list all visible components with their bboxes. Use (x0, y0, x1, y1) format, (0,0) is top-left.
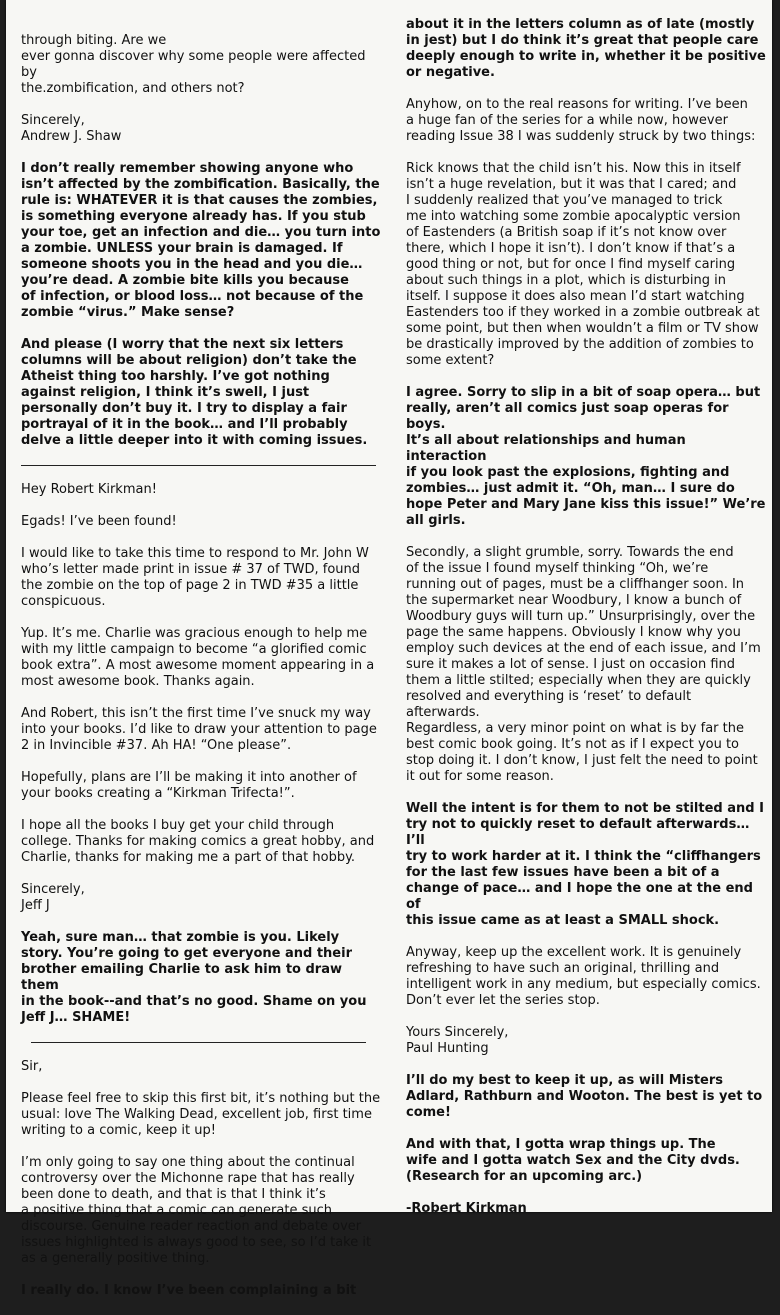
text-line: Hopefully, plans are I’ll be making it into another of (21, 770, 357, 785)
text-line: Sir, (21, 1059, 43, 1074)
text-line: writing to a comic, keep it up! (21, 1123, 216, 1138)
text-line: really, aren’t all comics just soap operas for boys. (406, 401, 729, 432)
letter-divider (21, 465, 376, 466)
letter-text (21, 33, 383, 97)
text-line: Atheist thing too harshly. I’ve got nothing (21, 369, 330, 384)
text-line: your books creating a “Kirkman Trifecta!”. (21, 786, 295, 801)
text-line: And please (I worry that the next six letters (21, 337, 344, 352)
text-line: who’s letter made print in issue # 37 of TWD, found (21, 562, 361, 577)
letter-text (21, 1155, 383, 1267)
text-line: running out of pages, must be a cliffhanger soon. In (406, 577, 745, 592)
text-line: a huge fan of the series for a while now, however (406, 113, 728, 128)
letter-text (21, 546, 383, 610)
text-line: Well the intent is for them to not be stilted and I (406, 801, 764, 816)
text-line: be drastically improved by the addition of zombies to (406, 337, 754, 352)
text-line: story. You’re going to get everyone and their (21, 946, 352, 961)
text-line: stop doing it. I don’t know, I just felt the need to point (406, 753, 758, 768)
text-line: I suddenly realized that you’ve managed to trick (406, 193, 723, 208)
text-line: issues highlighted is always good to see, so I’d take it (21, 1235, 372, 1250)
text-line: against religion, I think it’s swell, I just (21, 385, 310, 400)
text-line: the supermarket near Woodbury, I know a bunch of (406, 593, 742, 608)
text-line: been done to death, and that is that I think it’s (21, 1187, 326, 1202)
editor-signature (406, 1201, 768, 1217)
text-line: change of pace… and I hope the one at the end of (406, 881, 753, 912)
editor-response (21, 1283, 383, 1299)
text-line: resolved and everything is ‘reset’ to default afterwards. (406, 689, 692, 720)
text-line: the zombie on the top of page 2 in TWD #35 a little (21, 578, 359, 593)
text-line: try not to quickly reset to default afterwards… I’ll (406, 817, 750, 848)
text-line: of infection, or blood loss… not because of the (21, 289, 364, 304)
text-line: And Robert, this isn’t the first time I’ve snuck my way (21, 706, 371, 721)
text-line: there, which I hope it isn’t). I don’t know if that’s a (406, 241, 736, 256)
text-line: Adlard, Rathburn and Wooton. The best is yet to (406, 1089, 763, 1104)
text-line: reading Issue 38 I was suddenly struck by two things: (406, 129, 756, 144)
letter-text (406, 97, 768, 145)
text-line: zombie “virus.” Make sense? (21, 305, 235, 320)
text-line: brother emailing Charlie to ask him to draw them (21, 962, 343, 993)
letter-text (406, 17, 768, 81)
letters-page (6, 0, 772, 1298)
text-line: college. Thanks for making comics a great hobby, and (21, 834, 375, 849)
text-line: Charlie, thanks for making me a part of that hobby. (21, 850, 356, 865)
text-line: of Eastenders (a British soap if it’s not know over (406, 225, 727, 240)
text-line: -Robert Kirkman (406, 1201, 527, 1216)
text-line: a zombie. UNLESS your brain is damaged. If (21, 241, 343, 256)
text-line: usual: love The Walking Dead, excellent job, first time (21, 1107, 372, 1122)
editor-response (21, 337, 383, 449)
text-line: Anyway, keep up the excellent work. It is genuinely (406, 945, 742, 960)
text-line: some extent? (406, 353, 495, 368)
letter-text (21, 514, 383, 530)
text-line: Yours Sincerely, (406, 1025, 509, 1040)
text-line: this issue came as at least a SMALL shock. (406, 913, 720, 928)
right-column (406, 17, 768, 1233)
text-line: controversy over the Michonne rape that has really (21, 1171, 355, 1186)
text-line: Eastenders too if they worked in a zombie outbreak at (406, 305, 760, 320)
text-line: is something everyone already has. If you stub (21, 209, 366, 224)
text-line: if you look past the explosions, fighting and (406, 465, 730, 480)
text-line: of the issue I found myself thinking “Oh, we’re (406, 561, 709, 576)
text-line: 2 in Invincible #37. Ah HA! “One please”. (21, 738, 292, 753)
text-line: come! (406, 1105, 451, 1120)
text-line: Regardless, a very minor point on what is by far the (406, 721, 744, 736)
text-line: you’re dead. A zombie bite kills you because (21, 273, 349, 288)
editor-response (21, 930, 383, 1026)
editor-response (406, 1073, 768, 1121)
text-line: Sincerely, (21, 882, 85, 897)
text-line: Please feel free to skip this first bit, it’s nothing but the (21, 1091, 381, 1106)
text-line: them a little stilted; especially when they are quickly (406, 673, 751, 688)
text-line: Sincerely, (21, 113, 85, 128)
signature (21, 113, 383, 145)
text-line: good thing or not, but for once I find myself caring (406, 257, 736, 272)
text-line: isn’t a huge revelation, but it was that I cared; and (406, 177, 737, 192)
text-line: I’ll do my best to keep it up, as will Misters (406, 1073, 724, 1088)
text-line: I hope all the books I buy get your child through (21, 818, 335, 833)
text-line: (Research for an upcoming arc.) (406, 1169, 643, 1184)
letter-text (21, 770, 383, 802)
text-line: wife and I gotta watch Sex and the City dvds. (406, 1153, 740, 1168)
text-line: Andrew J. Shaw (21, 129, 122, 144)
text-line: refreshing to have such an original, thrilling and (406, 961, 720, 976)
text-line: most awesome book. Thanks again. (21, 674, 255, 689)
text-line: Rick knows that the child isn’t his. Now this in itself (406, 161, 741, 176)
letter-text (21, 706, 383, 754)
signature (21, 882, 383, 914)
text-line: discourse. Genuine reader reaction and debate over (21, 1219, 362, 1234)
signature (406, 1025, 768, 1057)
text-line: as a generally positive thing. (21, 1251, 210, 1266)
letter-text (21, 626, 383, 690)
letter-text (406, 545, 768, 785)
text-line: I’m only going to say one thing about the continual (21, 1155, 355, 1170)
text-line: some point, but then when wouldn’t a film or TV show (406, 321, 759, 336)
text-line: deeply enough to write in, whether it be positive (406, 49, 766, 64)
text-line: I don’t really remember showing anyone who (21, 161, 354, 176)
text-line: about it in the letters column as of late (mostly (406, 17, 755, 32)
text-line: personally don’t buy it. I try to display a fair (21, 401, 347, 416)
text-line: isn’t affected by the zombification. Basically, the (21, 177, 380, 192)
text-line: about such things in a plot, which is disturbing in (406, 273, 726, 288)
text-line: into your books. I’d like to draw your attention to page (21, 722, 377, 737)
text-line: sure it makes a lot of sense. I just on occasion find (406, 657, 735, 672)
letter-text (406, 945, 768, 1009)
text-line: Don’t ever let the series stop. (406, 993, 600, 1008)
text-line: with my little campaign to become “a glorified comic (21, 642, 367, 657)
text-line: a positive thing that a comic can generate such (21, 1203, 332, 1218)
text-line: itself. I suppose it does also mean I’d start watching (406, 289, 745, 304)
text-line: I agree. Sorry to slip in a bit of soap opera… but (406, 385, 761, 400)
text-line: Secondly, a slight grumble, sorry. Towards the end (406, 545, 734, 560)
editor-response (406, 1137, 768, 1185)
text-line: Hey Robert Kirkman! (21, 482, 157, 497)
text-line: I would like to take this time to respond to Mr. John W (21, 546, 369, 561)
text-line: all girls. (406, 513, 466, 528)
text-line: your toe, get an infection and die… you turn into (21, 225, 381, 240)
text-line: best comic book going. It’s not as if I expect you to (406, 737, 740, 752)
text-line: columns will be about religion) don’t take the (21, 353, 357, 368)
text-line: the.zombification, and others not? (21, 81, 245, 96)
text-line: try to work harder at it. I think the “cliffhangers (406, 849, 761, 864)
text-line: it out for some reason. (406, 769, 554, 784)
text-line: book extra”. A most awesome moment appearing in a (21, 658, 375, 673)
letter-greeting (21, 1059, 383, 1075)
text-line: for the last few issues have been a bit of a (406, 865, 720, 880)
text-line: employ such devices at the end of each issue, and I’m (406, 641, 761, 656)
editor-response (406, 385, 768, 529)
editor-response (406, 801, 768, 929)
text-line: Woodbury guys will turn up.” Unsurprisingly, over the (406, 609, 756, 624)
letter-text (21, 1091, 383, 1139)
text-line: Paul Hunting (406, 1041, 489, 1056)
text-line: through biting. Are we (21, 33, 167, 48)
text-line: Anyhow, on to the real reasons for writing. I’ve been (406, 97, 748, 112)
text-line: rule is: WHATEVER it is that causes the zombies, (21, 193, 378, 208)
text-line: page the same happens. Obviously I know why you (406, 625, 741, 640)
text-line: conspicuous. (21, 594, 106, 609)
text-line: hope Peter and Mary Jane kiss this issue!” We’re (406, 497, 766, 512)
text-line: someone shoots you in the head and you die… (21, 257, 363, 272)
text-line: And with that, I gotta wrap things up. The (406, 1137, 716, 1152)
text-line: Jeff J (21, 898, 50, 913)
text-line: I really do. I know I’ve been complaining a bit (21, 1283, 357, 1298)
letter-greeting (21, 482, 383, 498)
text-line: Jeff J… SHAME! (21, 1010, 131, 1025)
text-line: Egads! I’ve been found! (21, 514, 177, 529)
letter-divider (31, 1042, 366, 1043)
left-column (21, 33, 383, 1315)
text-line: intelligent work in any medium, but especially comics. (406, 977, 761, 992)
text-line: or negative. (406, 65, 495, 80)
text-line: in jest) but I do think it’s great that people care (406, 33, 759, 48)
text-line: in the book--and that’s no good. Shame on you (21, 994, 367, 1009)
letter-text (21, 818, 383, 866)
text-line: me into watching some zombie apocalyptic version (406, 209, 741, 224)
text-line: zombies… just admit it. “Oh, man… I sure do (406, 481, 735, 496)
text-line: It’s all about relationships and human interaction (406, 433, 686, 464)
text-line: Yeah, sure man… that zombie is you. Likely (21, 930, 340, 945)
text-line: portrayal of it in the book… and I’ll probably (21, 417, 348, 432)
letter-text (406, 161, 768, 369)
text-line: delve a little deeper into it with coming issues. (21, 433, 368, 448)
text-line: ever gonna discover why some people were affected by (21, 49, 366, 80)
text-line: Yup. It’s me. Charlie was gracious enough to help me (21, 626, 368, 641)
editor-response (21, 161, 383, 321)
